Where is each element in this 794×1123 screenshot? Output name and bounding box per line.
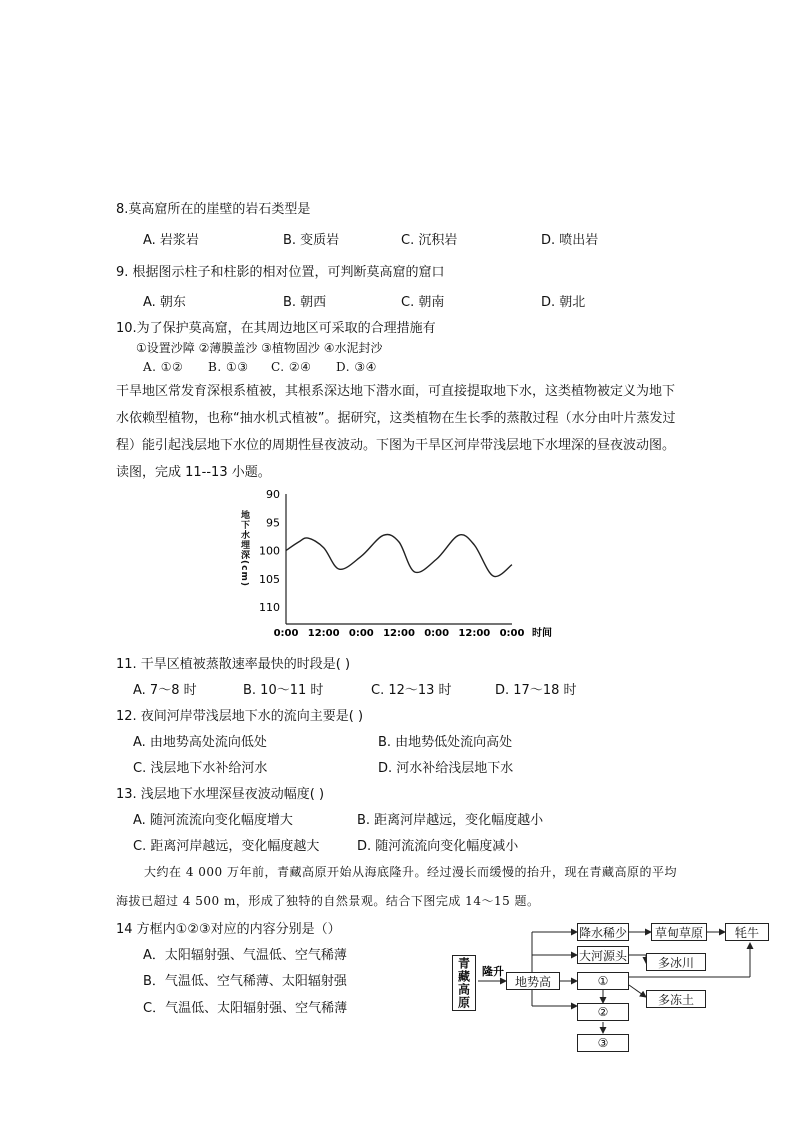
q14-stem: 14 方框内①②③对应的内容分别是（） [116, 922, 341, 937]
q9-option-c: C. 朝南 [401, 295, 445, 310]
node-river-source: 大河源头 [577, 946, 629, 964]
uplift-label: 隆升 [482, 965, 504, 978]
x-ticks [274, 628, 525, 639]
q10-option-d: D. ③④ [336, 360, 377, 374]
q13-option-d: D. 随河流流向变化幅度减小 [357, 839, 519, 854]
q11-option-a: A. 7～8 时 [133, 683, 197, 698]
q11-option-b: B. 10～11 时 [243, 683, 324, 698]
q9-stem: 9. 根据图示柱子和柱影的相对位置，可判断莫高窟的窟口 [116, 265, 445, 280]
x-tick-label: 0:00 [424, 628, 450, 639]
q8-option-a: A. 岩浆岩 [143, 233, 199, 248]
y-tick-label: 95 [266, 516, 280, 530]
q9-option-a: A. 朝东 [143, 295, 186, 310]
q9-option-b: B. 朝西 [283, 295, 327, 310]
q11-option-c: C. 12～13 时 [371, 683, 452, 698]
q10-measures: ①设置沙障 ②薄膜盖沙 ③植物固沙 ④水泥封沙 [136, 341, 383, 355]
q14-option-b: B．气温低、空气稀薄、太阳辐射强 [143, 974, 347, 989]
x-tick-label: 0:00 [348, 628, 374, 639]
q14-option-a: A．太阳辐射强、气温低、空气稀薄 [143, 948, 347, 963]
q10-option-a: A. ①② [143, 360, 184, 374]
y-tick-label: 100 [259, 544, 280, 558]
q13-option-c: C. 距离河岸越远，变化幅度越大 [133, 839, 320, 854]
node-less-rain: 降水稀少 [577, 923, 629, 941]
y-tick-label: 105 [259, 572, 280, 586]
q13-stem: 13. 浅层地下水埋深昼夜波动幅度( ) [116, 787, 325, 802]
q13-option-b: B. 距离河岸越远，变化幅度越小 [357, 813, 544, 828]
q9-option-d: D. 朝北 [541, 295, 586, 310]
q12-option-a: A. 由地势高处流向低处 [133, 735, 267, 750]
groundwater-depth-series-line [286, 534, 512, 576]
q10-option-c: C. ②④ [271, 360, 312, 374]
groundwater-depth-chart [230, 486, 570, 642]
q8-option-b: B. 变质岩 [283, 233, 340, 248]
node-circle-1: ① [577, 972, 629, 990]
q14-option-c: C．气温低、太阳辐射强、空气稀薄 [143, 1001, 348, 1016]
y-tick-label: 110 [259, 601, 280, 615]
node-terrain-high: 地势高 [506, 972, 560, 990]
x-axis-title: 时间 [532, 628, 552, 639]
q10-stem: 10.为了保护莫高窟，在其周边地区可采取的合理措施有 [116, 321, 436, 336]
q13-option-a: A. 随河流流向变化幅度增大 [133, 813, 293, 828]
q10-option-b: B. ①③ [208, 360, 249, 374]
node-permafrost: 多冻土 [646, 990, 706, 1008]
node-meadow: 草甸草原 [651, 923, 707, 941]
node-circle-3: ③ [577, 1034, 629, 1052]
q8-stem: 8.莫高窟所在的崖壁的岩石类型是 [116, 202, 311, 217]
q12-stem: 12. 夜间河岸带浅层地下水的流向主要是( ) [116, 709, 364, 724]
node-plateau: 青藏高原 [452, 955, 476, 1011]
node-yak: 牦牛 [725, 923, 769, 941]
y-tick-label: 90 [266, 488, 280, 501]
y-ticks [259, 488, 280, 614]
q11-option-d: D. 17～18 时 [495, 683, 577, 698]
node-circle-2: ② [577, 1003, 629, 1021]
y-axis-title: 地下水埋深(cm) [239, 510, 249, 587]
q8-option-c: C. 沉积岩 [401, 233, 458, 248]
q12-option-d: D. 河水补给浅层地下水 [378, 761, 514, 776]
q12-option-b: B. 由地势低处流向高处 [378, 735, 513, 750]
passage-plateau: 大约在 4 000 万年前，青藏高原开始从海底隆升。经过漫长而缓慢的抬升，现在青藏高原的平均海拔已超过 4 500 m，形成了独特的自然景观。结合下图完成 14～15 题。 [116, 865, 677, 908]
q12-option-c: C. 浅层地下水补给河水 [133, 761, 268, 776]
x-tick-label: 12:00 [458, 628, 491, 639]
passage-groundwater: 干旱地区常发育深根系植被，其根系深达地下潜水面，可直接提取地下水，这类植物被定义为地下水依赖型植物，也称“抽水机式植被”。据研究，这类植物在生长季的蒸散过程（水分由叶片蒸发过程）能引起浅层地下水位的周期性昼夜波动。下图为干旱区河岸带浅层地下水埋深的昼夜波动图。读图，完成 11--13 小题。 [116, 384, 676, 480]
node-glacier: 多冰川 [646, 953, 706, 971]
x-tick-label: 0:00 [273, 628, 299, 639]
q8-option-d: D. 喷出岩 [541, 233, 599, 248]
x-tick-label: 0:00 [499, 628, 525, 639]
q11-stem: 11. 干旱区植被蒸散速率最快的时段是( ) [116, 657, 351, 672]
x-tick-label: 12:00 [383, 628, 415, 639]
x-tick-label: 12:00 [307, 628, 340, 639]
chart-axes [286, 494, 512, 624]
